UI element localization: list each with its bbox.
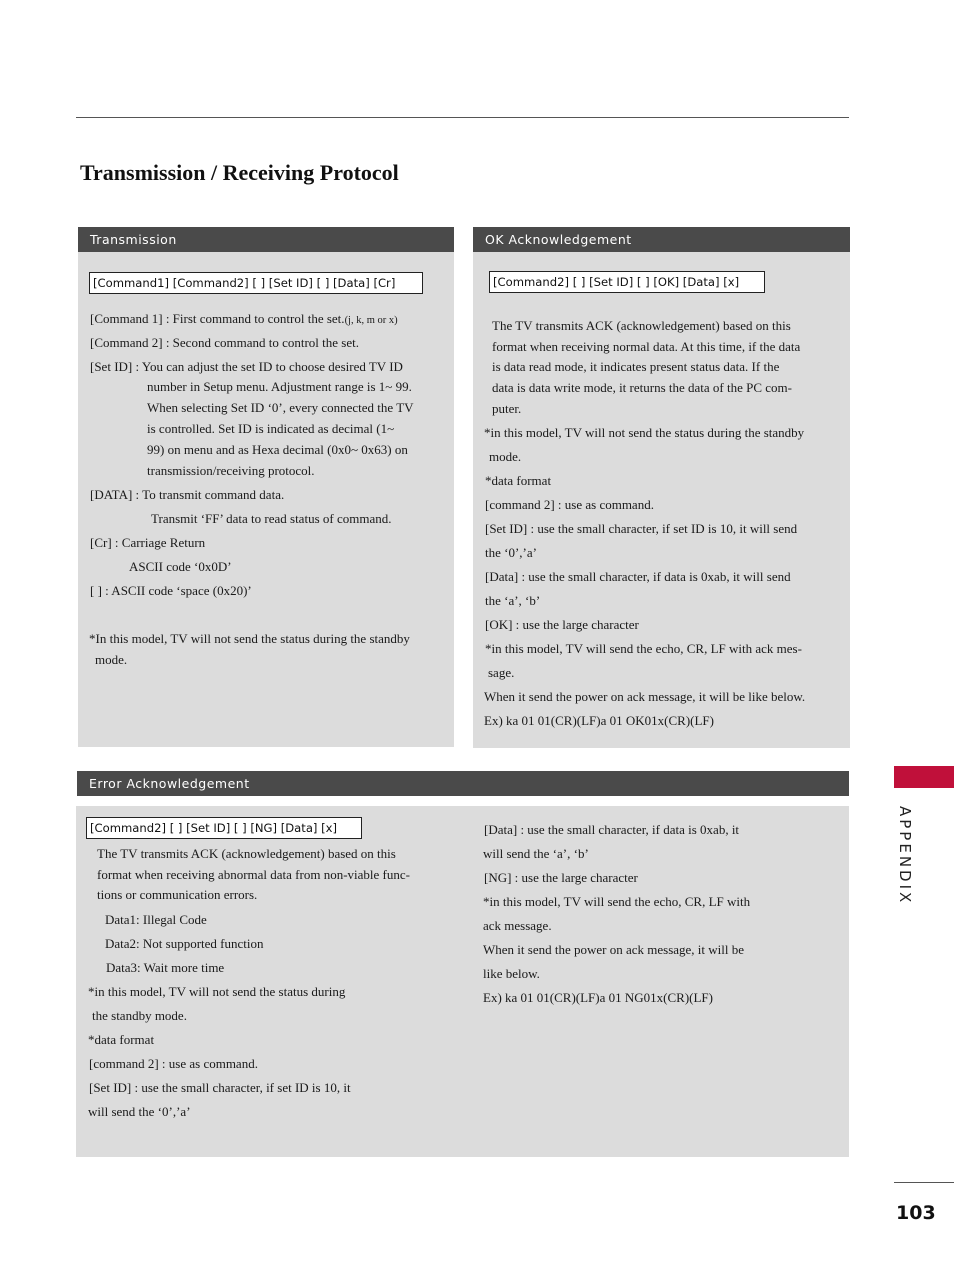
error-ack-command-format: [Command2] [ ] [Set ID] [ ] [NG] [Data] [x]: [86, 817, 362, 839]
error-ack-panel: [76, 806, 849, 1157]
transmission-command-format: [Command1] [Command2] [ ] [Set ID] [ ] [Data] [Cr]: [89, 272, 423, 294]
ok-ack-line: *in this model, TV will send the echo, CR, LF with ack mes-: [485, 641, 802, 656]
error-ack-line: Ex) ka 01 01(CR)(LF)a 01 NG01x(CR)(LF): [483, 990, 713, 1005]
ok-ack-line: The TV transmits ACK (acknowledgement) based on this: [492, 318, 791, 333]
transmission-line: [Command 1] : First command to control the set.(j, k, m or x): [90, 311, 398, 326]
ok-ack-line: data is data write mode, it returns the data of the PC com-: [492, 380, 792, 395]
appendix-side-label: APPENDIX: [896, 806, 914, 906]
error-ack-line: format when receiving abnormal data from non-viable func-: [97, 867, 410, 882]
ok-ack-line: [OK] : use the large character: [485, 617, 639, 632]
transmission-line: [ ] : ASCII code ‘space (0x20)’: [90, 583, 252, 598]
error-ack-line: [Data] : use the small character, if data is 0xab, it: [484, 822, 740, 837]
page-number: 103: [896, 1202, 936, 1224]
error-ack-line: *in this model, TV will send the echo, CR, LF with: [483, 894, 751, 909]
transmission-line: transmission/receiving protocol.: [147, 463, 315, 478]
error-ack-line: ack message.: [483, 918, 552, 933]
ok-ack-line: is data read mode, it indicates present status data. If the: [492, 359, 780, 374]
command1-note: (j, k, m or x): [344, 315, 398, 326]
ok-ack-line: [Set ID] : use the small character, if set ID is 10, it will send: [485, 521, 798, 536]
transmission-line: ASCII code ‘0x0D’: [129, 559, 232, 574]
error-ack-line: The TV transmits ACK (acknowledgement) based on this: [97, 846, 396, 861]
ok-ack-header: OK Acknowledgement: [473, 227, 850, 252]
bottom-rule: [894, 1182, 954, 1183]
ok-ack-line: Ex) ka 01 01(CR)(LF)a 01 OK01x(CR)(LF): [484, 713, 714, 728]
ok-ack-panel: [473, 227, 850, 748]
ok-ack-line: format when receiving normal data. At this time, if the data: [492, 339, 801, 354]
error-ack-line: [command 2] : use as command.: [89, 1056, 258, 1071]
appendix-tab-marker: [894, 766, 954, 788]
error-ack-line: [Set ID] : use the small character, if set ID is 10, it: [89, 1080, 351, 1095]
transmission-line: [Command 2] : Second command to control the set.: [90, 335, 359, 350]
error-ack-line: like below.: [483, 966, 540, 981]
ok-ack-line: the ‘0’,’a’: [485, 545, 537, 560]
transmission-line: is controlled. Set ID is indicated as decimal (1~: [147, 421, 395, 436]
error-ack-line: tions or communication errors.: [97, 887, 258, 902]
ok-ack-line: [command 2] : use as command.: [485, 497, 654, 512]
error-ack-line: Data2: Not supported function: [105, 936, 264, 951]
error-ack-header: Error Acknowledgement: [77, 771, 849, 796]
ok-ack-line: the ‘a’, ‘b’: [485, 593, 541, 608]
ok-ack-line: mode.: [489, 449, 522, 464]
transmission-line: Transmit ‘FF’ data to read status of command.: [151, 511, 392, 526]
transmission-header: Transmission: [78, 227, 454, 252]
transmission-line: *In this model, TV will not send the status during the standby: [89, 631, 410, 646]
transmission-line: mode.: [95, 652, 128, 667]
ok-ack-line: [Data] : use the small character, if data is 0xab, it will send: [485, 569, 791, 584]
error-ack-line: *data format: [88, 1032, 155, 1047]
ok-ack-line: sage.: [488, 665, 515, 680]
error-ack-line: Data1: Illegal Code: [105, 912, 207, 927]
ok-ack-line: When it send the power on ack message, it will be like below.: [484, 689, 806, 704]
page-title: Transmission / Receiving Protocol: [80, 160, 399, 185]
error-ack-line: [NG] : use the large character: [484, 870, 638, 885]
transmission-line: 99) on menu and as Hexa decimal (0x0~ 0x63) on: [147, 442, 408, 457]
ok-ack-line: puter.: [492, 401, 522, 416]
ok-ack-line: *data format: [485, 473, 552, 488]
transmission-panel: [78, 227, 454, 747]
transmission-line: When selecting Set ID ‘0’, every connected the TV: [147, 400, 414, 415]
ok-ack-line: *in this model, TV will not send the status during the standby: [484, 425, 805, 440]
ok-ack-command-format: [Command2] [ ] [Set ID] [ ] [OK] [Data] [x]: [489, 271, 765, 293]
error-ack-line: When it send the power on ack message, it will be: [483, 942, 745, 957]
error-ack-line: the standby mode.: [92, 1008, 187, 1023]
error-ack-line: *in this model, TV will not send the status during: [88, 984, 346, 999]
transmission-line: [DATA] : To transmit command data.: [90, 487, 285, 502]
error-ack-line: will send the ‘0’,’a’: [88, 1104, 191, 1119]
transmission-line: number in Setup menu. Adjustment range is 1~ 99.: [147, 379, 412, 394]
transmission-line: [Set ID] : You can adjust the set ID to choose desired TV ID: [90, 359, 403, 374]
top-rule: [76, 117, 849, 118]
transmission-line: [Cr] : Carriage Return: [90, 535, 206, 550]
error-ack-line: Data3: Wait more time: [106, 960, 225, 975]
error-ack-line: will send the ‘a’, ‘b’: [483, 846, 589, 861]
